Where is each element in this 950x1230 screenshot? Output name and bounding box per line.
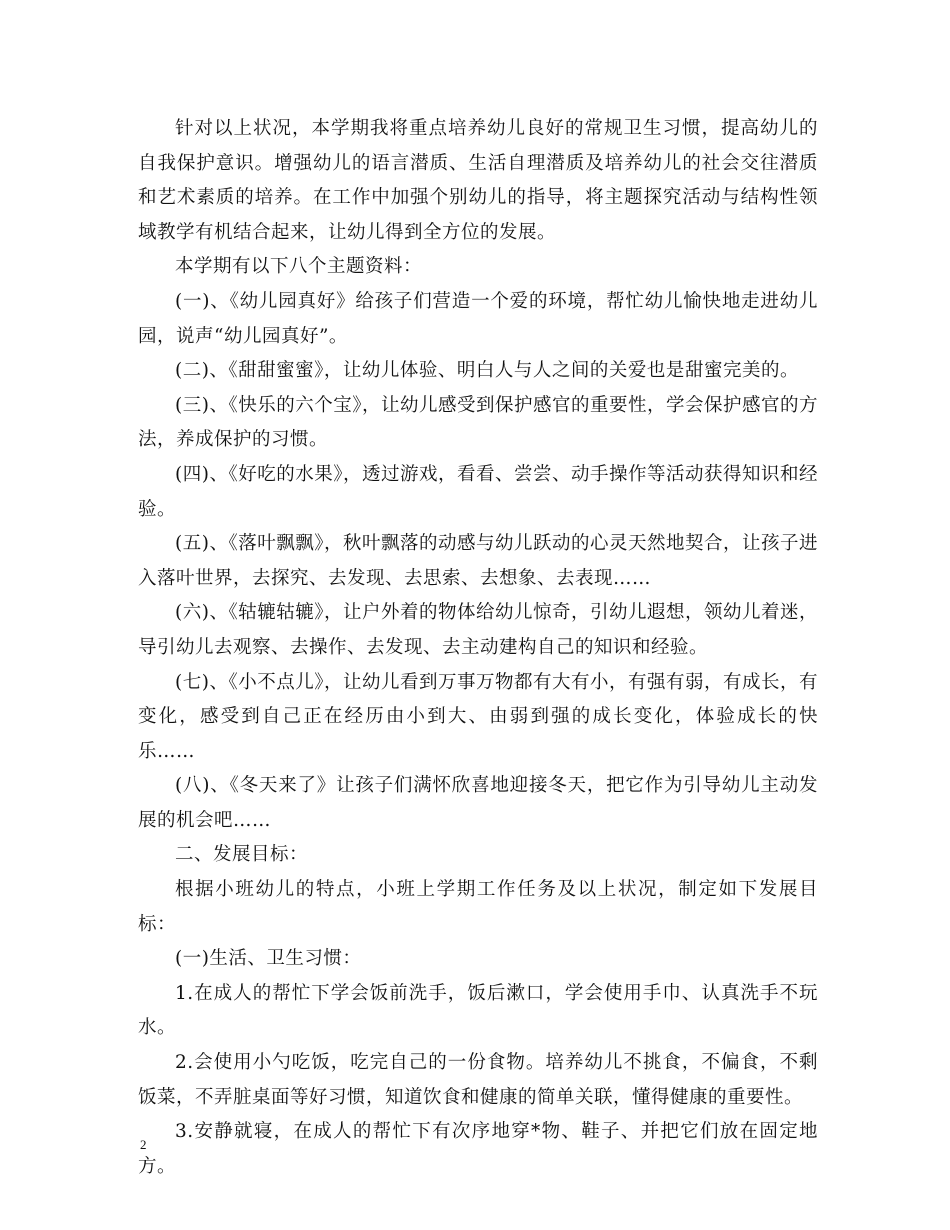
paragraph: 根据小班幼儿的特点，小班上学期工作任务及以上状况，制定如下发展目标： [138, 879, 818, 935]
paragraph: 针对以上状况，本学期我将重点培养幼儿良好的常规卫生习惯，提高幼儿的自我保护意识。增强幼儿的语言潜质、生活自理潜质及培养幼儿的社会交往潜质和艺术素质的培养。在工作中加强个别幼儿的指导，将主题探究活动与结构性领域教学有机结合起来，让幼儿得到全方位的发展。 [138, 118, 818, 243]
paragraph: (七)、《小不点儿》，让幼儿看到万事万物都有大有小，有强有弱，有成长，有变化，感受到自己正在经历由小到大、由弱到强的成长变化，体验成长的快乐…… [138, 671, 818, 762]
paragraph: (一)、《幼儿园真好》给孩子们营造一个爱的环境，帮忙幼儿愉快地走进幼儿园，说声“幼儿园真好”。 [138, 290, 818, 347]
page-number: 2 [140, 1137, 147, 1152]
list-item: 3.安静就寝，在成人的帮忙下有次序地穿*物、鞋子、并把它们放在固定地方。 [138, 1121, 818, 1177]
document-body [138, 112, 818, 1184]
paragraph: 本学期有以下八个主题资料： [175, 256, 423, 278]
paragraph: (八)、《冬天来了》让孩子们满怀欣喜地迎接冬天，把它作为引导幼儿主动发展的机会吧…… [138, 775, 818, 831]
list-item: 2.会使用小勺吃饭，吃完自己的一份食物。培养幼儿不挑食，不偏食，不剩饭菜，不弄脏桌面等好习惯，知道饮食和健康的简单关联，懂得健康的重要性。 [138, 1052, 818, 1108]
list-item: 1.在成人的帮忙下学会饭前洗手，饭后漱口，学会使用手巾、认真洗手不玩水。 [138, 982, 818, 1039]
paragraph: (五)、《落叶飘飘》，秋叶飘落的动感与幼儿跃动的心灵天然地契合，让孩子进入落叶世界，去探究、去发现、去思索、去想象、去表现…… [138, 533, 818, 589]
subsection-heading: (一)生活、卫生习惯： [175, 948, 362, 970]
paragraph: (四)、《好吃的水果》，透过游戏，看看、尝尝、动手操作等活动获得知识和经验。 [138, 463, 818, 520]
paragraph: (六)、《轱辘轱辘》，让户外着的物体给幼儿惊奇，引幼儿遐想，领幼儿着迷，导引幼儿去观察、去操作、去发现、去主动建构自己的知识和经验。 [138, 602, 818, 658]
paragraph: (三)、《快乐的六个宝》，让幼儿感受到保护感官的重要性，学会保护感官的方法，养成保护的习惯。 [138, 394, 818, 451]
paragraph: (二)、《甜甜蜜蜜》，让幼儿体验、明白人与人之间的关爱也是甜蜜完美的。 [175, 360, 799, 382]
section-heading: 二、发展目标： [175, 844, 309, 866]
